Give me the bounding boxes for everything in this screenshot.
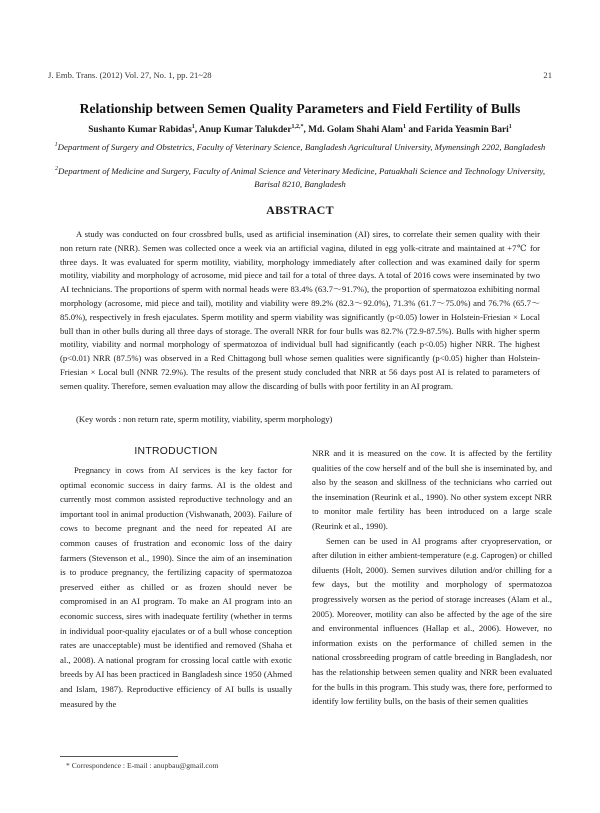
paper-title: Relationship between Semen Quality Parameters and Field Fertility of Bulls	[79, 101, 521, 116]
author-affiliation-mark: 1	[508, 124, 512, 130]
affiliation-1	[50, 139, 550, 154]
author-affiliation-mark: 1	[191, 124, 195, 130]
footnote-divider	[60, 756, 178, 757]
affiliation-text: Department of Surgery and Obstetrics, Faculty of Veterinary Science, Bangladesh Agricultural University, Mymensingh 2202, Bangladesh	[57, 141, 546, 152]
keywords: (Key words : non return rate, sperm motility, viability, sperm morphology)	[76, 414, 333, 424]
author-name: Anup Kumar Talukder	[198, 125, 292, 136]
right-column	[312, 446, 552, 709]
affiliation-mark: 2	[54, 166, 58, 172]
author-list: Sushanto Kumar Rabidas$^1$, Anup Kumar Talukder$^{1,2,*}$, Md. Golam Shahi Alam$^1$ and Farida Yeasmin Bari$^1$	[88, 124, 512, 136]
author-name: Sushanto Kumar Rabidas	[88, 125, 192, 136]
affiliation-text: Department of Medicine and Surgery, Faculty of Animal Science and Veterinary Medicine, Patuakhali Science and Technology University, Barisal 8210, Bangladesh	[57, 165, 546, 189]
body-paragraph: NRR and it is measured on the cow. It is affected by the fertility qualities of the cow herself and of the bull she is inseminated by, and also by the season and skillness of the technicians who carried out the insemination (Reurink et al., 1990). No other system except NRR to monitor male fertility has been introduced on a large scale (Reurink et al., 1990).	[312, 448, 552, 531]
page-number: 21	[543, 70, 552, 80]
affiliation-mark: 1	[54, 142, 58, 148]
affiliation-2	[50, 163, 550, 190]
author-affiliation-mark: 1,2,*	[291, 124, 304, 130]
running-header	[48, 70, 552, 84]
left-column	[60, 463, 292, 711]
introduction-heading: INTRODUCTION	[134, 446, 218, 457]
correspondence-footnote: * Correspondence : E-mail : anupbau@gmail.com	[66, 761, 219, 770]
body-paragraph: Pregnancy in cows from AI services is the key factor for optimal economic success in dairy farms. AI is the oldest and currently most common assisted reproductive technology and an important tool in animal production (Vishwanath, 2003). Failure of cows to become pregnant and the need for repeated AI are common causes of frustration and economic loss of the dairy farmers (Stevenson et al., 1990). Since the aim of an insemination is to produce pregnancy, the fertilizing capacity of spermatozoa preserved either as chilled or as frozen should never be compromised in an AI program. To make an AI program into an economic success, sires with inadequate fertility (whether in terms in individual poor-quality ejaculates or of a bull whose conception rates are unacceptable) must be identified and removed (Shaha et al., 2008). A national program for crossing local cattle with exotic breeds by AI has been practiced in Bangladesh since 1950 (Ahmed and Islam, 1987). Reproductive efficiency of AI bulls is usually measured by the	[60, 465, 292, 709]
abstract-body	[60, 228, 540, 394]
author-name: Md. Golam Shahi Alam	[308, 125, 403, 136]
author-name: Farida Yeasmin Bari	[425, 125, 509, 136]
author-affiliation-mark: 1	[402, 124, 406, 130]
abstract-heading: ABSTRACT	[266, 203, 334, 217]
abstract-text: A study was conducted on four crossbred bulls, used as artificial insemination (AI) sires, to correlate their semen quality with their non return rate (NRR). Semen was collected once a week via an artificial vagina, diluted in egg yolk-citrate and maintained at +7℃ for three days. It was evaluated for sperm motility, viability, morphology immediately after collection and was examined daily for sperm motility, viability and morphology of acrosome, mid piece and tail for a total of three days. A total of 2016 cows were inseminated by two AI technicians. The proportions of sperm with normal heads were 83.4% (63.7～91.7%), the proportion of spermatozoa exhibiting normal morphology (acrosome, mid piece and tail), motility and viability were 89.2% (82.3～92.0%), 71.3% (61.7～75.0%) and 76.7% (65.7～85.0%), respectively in fresh ejaculates. Sperm motility and sperm viability was significantly (p<0.05) lower in Holstein-Friesian × Local bull than in other bulls during all three days of storage. The overall NRR for four bulls was 82.7% (72.9-87.5%). Bulls with higher sperm motility, viability and normal morphology of spermatozoa of individual bull had significantly (each p<0.05) higher NRR. The highest (p<0.01) NRR (87.5%) was observed in a Red Chittagong bull whose semen qualities were significantly (p<0.05) higher than Holstein-Friesian × Local bull (NNR 72.9%). The results of the present study concluded that NRR at 56 days post AI is related to parameters of semen quality. Therefore, semen evaluation may allow the discarding of bulls with poor fertility in an AI program.	[60, 229, 540, 391]
body-paragraph: Semen can be used in AI programs after cryopreservation, or after dilution in either ambient-temperature (e.g. Caprogen) or chilled diluents (Holt, 2000). Semen survives dilution and/or chilling for a few days, but the motility and morphology of spermatozoa progressively worsen as the period of storage increases (Alam et al., 2005). Moreover, motility can also be affected by the age of the sire and environmental influences (Hallap et al., 2006). However, no information exists on the performance of chilled semen in the national crossbreeding program of cattle breeding in Bangladesh, nor has the relationship between semen quality and NRR been evaluated for the bulls in this program. This study was, there fore, performed to identify low fertility bulls, on the basis of their semen qualities	[312, 535, 552, 707]
journal-citation: J. Emb. Trans. (2012) Vol. 27, No. 1, pp. 21~28	[48, 70, 212, 80]
